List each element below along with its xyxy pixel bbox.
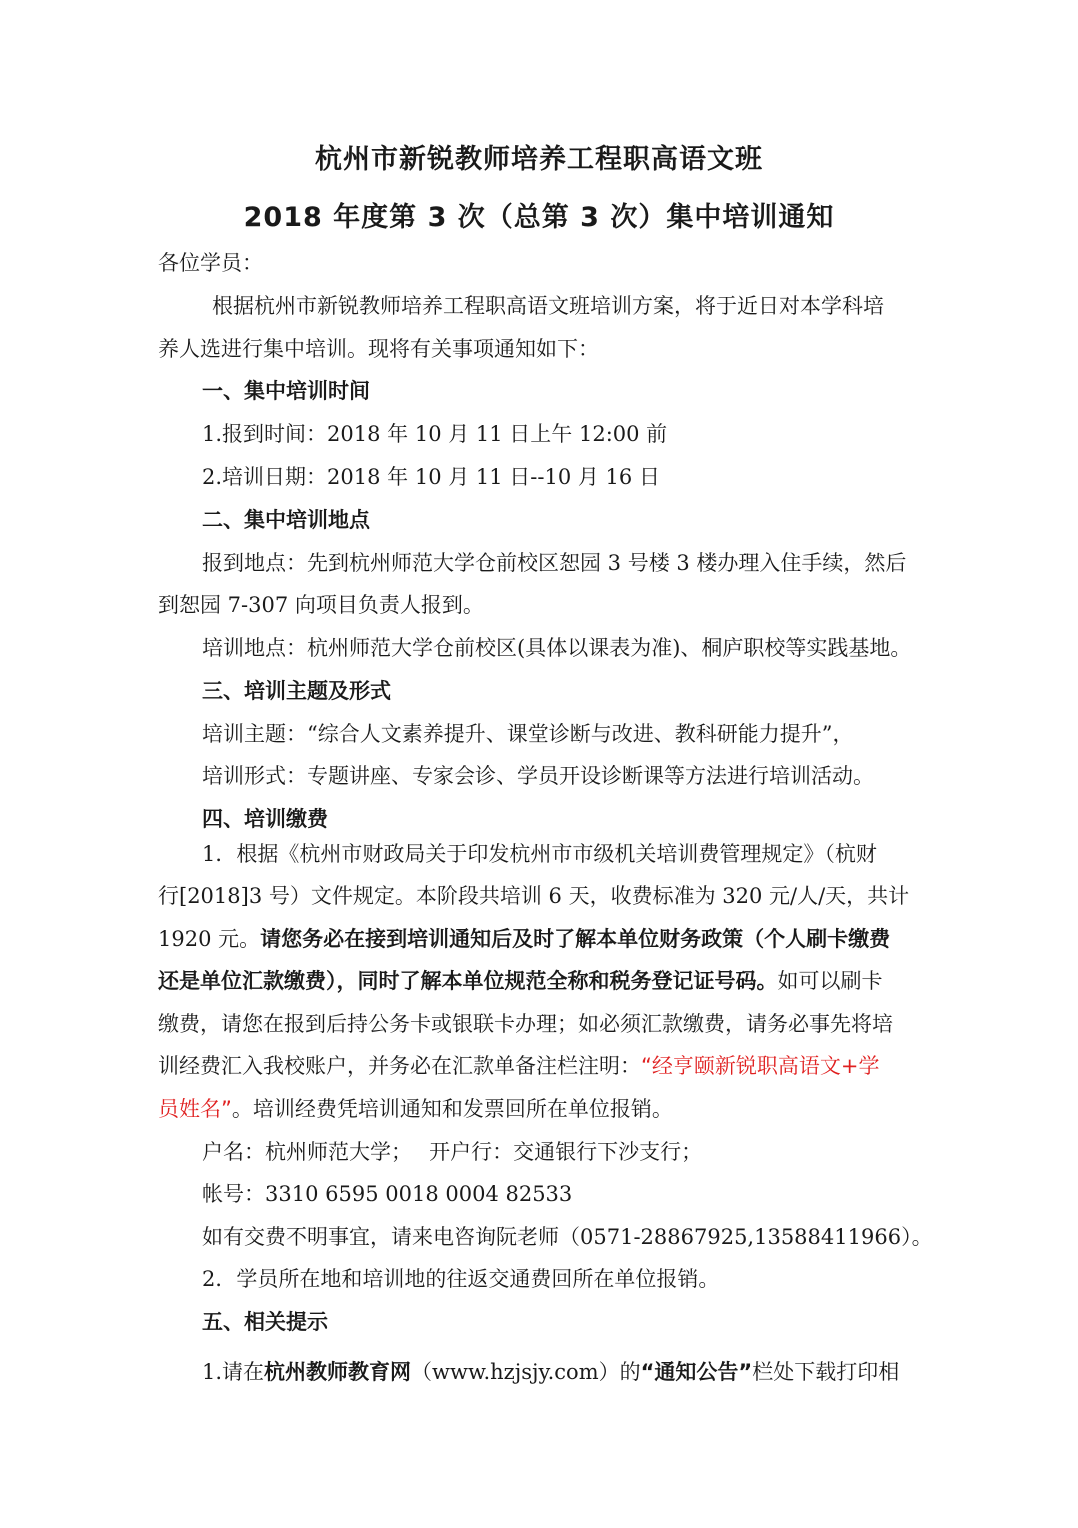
fee-notice-bold: 请您务必在接到培训通知后及时了解本单位财务政策（个人刷卡缴费 [260,927,891,951]
section-3-heading: 三、培训主题及形式 [202,679,391,703]
notice-column-name: “通知公告” [640,1360,753,1384]
remittance-remark-red-cont: 员姓名” [158,1097,232,1121]
fee-paragraph-line-7 [158,1094,673,1124]
fee-paragraph-line-1: 1．根据《杭州市财政局关于印发杭州市市级机关培训费管理规定》（杭财 [202,842,877,866]
document-subtitle: 2018 年度第 3 次（总第 3 次）集中培训通知 [243,202,835,233]
training-theme: 培训主题：“综合人文素养提升、课堂诊断与改进、教科研能力提升”， [202,722,854,746]
account-name: 户名：杭州师范大学； 开户行：交通银行下沙支行； [202,1140,703,1164]
fee-paragraph-line-3 [158,924,890,954]
document-title: 杭州市新锐教师培养工程职高语文班 [315,144,763,175]
fee-paragraph-line-4 [158,966,883,996]
report-location-line-1: 报到地点：先到杭州师范大学仓前校区恕园 3 号楼 3 楼办理入住手续，然后 [202,551,907,575]
intro-line-2: 养人选进行集中培训。现将有关事项通知如下： [158,337,599,361]
fee-notice-bold-cont: 还是单位汇款缴费），同时了解本单位规范全称和税务登记证号码。 [158,969,778,993]
tip-1-prefix: 1.请在 [202,1360,265,1384]
section-2-heading: 二、集中培训地点 [202,508,370,532]
account-number: 帐号：3310 6595 0018 0004 82533 [202,1182,573,1206]
contact-info: 如有交费不明事宜，请来电咨询阮老师（0571-28867925,13588411966）。 [202,1225,933,1249]
remittance-remark-red: “经亨颐新锐职高语文+学 [641,1054,880,1078]
fee-paragraph-line-5: 缴费，请您在报到后持公务卡或银联卡办理；如必须汇款缴费，请务必事先将培 [158,1012,893,1036]
fee-paragraph-line-2: 行[2018]3 号）文件规定。本阶段共培训 6 天，收费标准为 320 元/人/天，共计 [158,884,910,908]
site-url: （www.hzjsjy.com）的 [411,1360,641,1384]
report-location-line-2: 到恕园 7-307 向项目负责人报到。 [158,593,484,617]
tip-1-suffix: 栏处下载打印相 [752,1360,900,1384]
transport-fee: 2．学员所在地和培训地的往返交通费回所在单位报销。 [202,1267,720,1291]
section-1-heading: 一、集中培训时间 [202,379,370,403]
site-name: 杭州教师教育网 [264,1360,412,1384]
training-form: 培训形式：专题讲座、专家会诊、学员开设诊断课等方法进行培训活动。 [202,764,874,788]
section-5-heading: 五、相关提示 [202,1310,328,1334]
intro-line-1: 根据杭州市新锐教师培养工程职高语文班培训方案，将于近日对本学科培 [212,294,884,318]
report-time: 1.报到时间：2018 年 10 月 11 日上午 12:00 前 [202,422,668,446]
fee-total: 1920 元。 [158,927,261,951]
remittance-text: 训经费汇入我校账户，并务必在汇款单备注栏注明： [158,1054,641,1078]
training-dates: 2.培训日期：2018 年 10 月 11 日--10 月 16 日 [202,465,660,489]
salutation: 各位学员： [158,251,263,275]
tip-1 [202,1357,899,1387]
training-location: 培训地点：杭州师范大学仓前校区(具体以课表为准)、桐庐职校等实践基地。 [202,636,912,660]
reimbursement-text: 。培训经费凭培训通知和发票回所在单位报销。 [231,1097,673,1121]
section-4-heading: 四、培训缴费 [202,807,328,831]
fee-paragraph-line-6 [158,1051,879,1081]
fee-card-text: 如可以刷卡 [777,969,883,993]
